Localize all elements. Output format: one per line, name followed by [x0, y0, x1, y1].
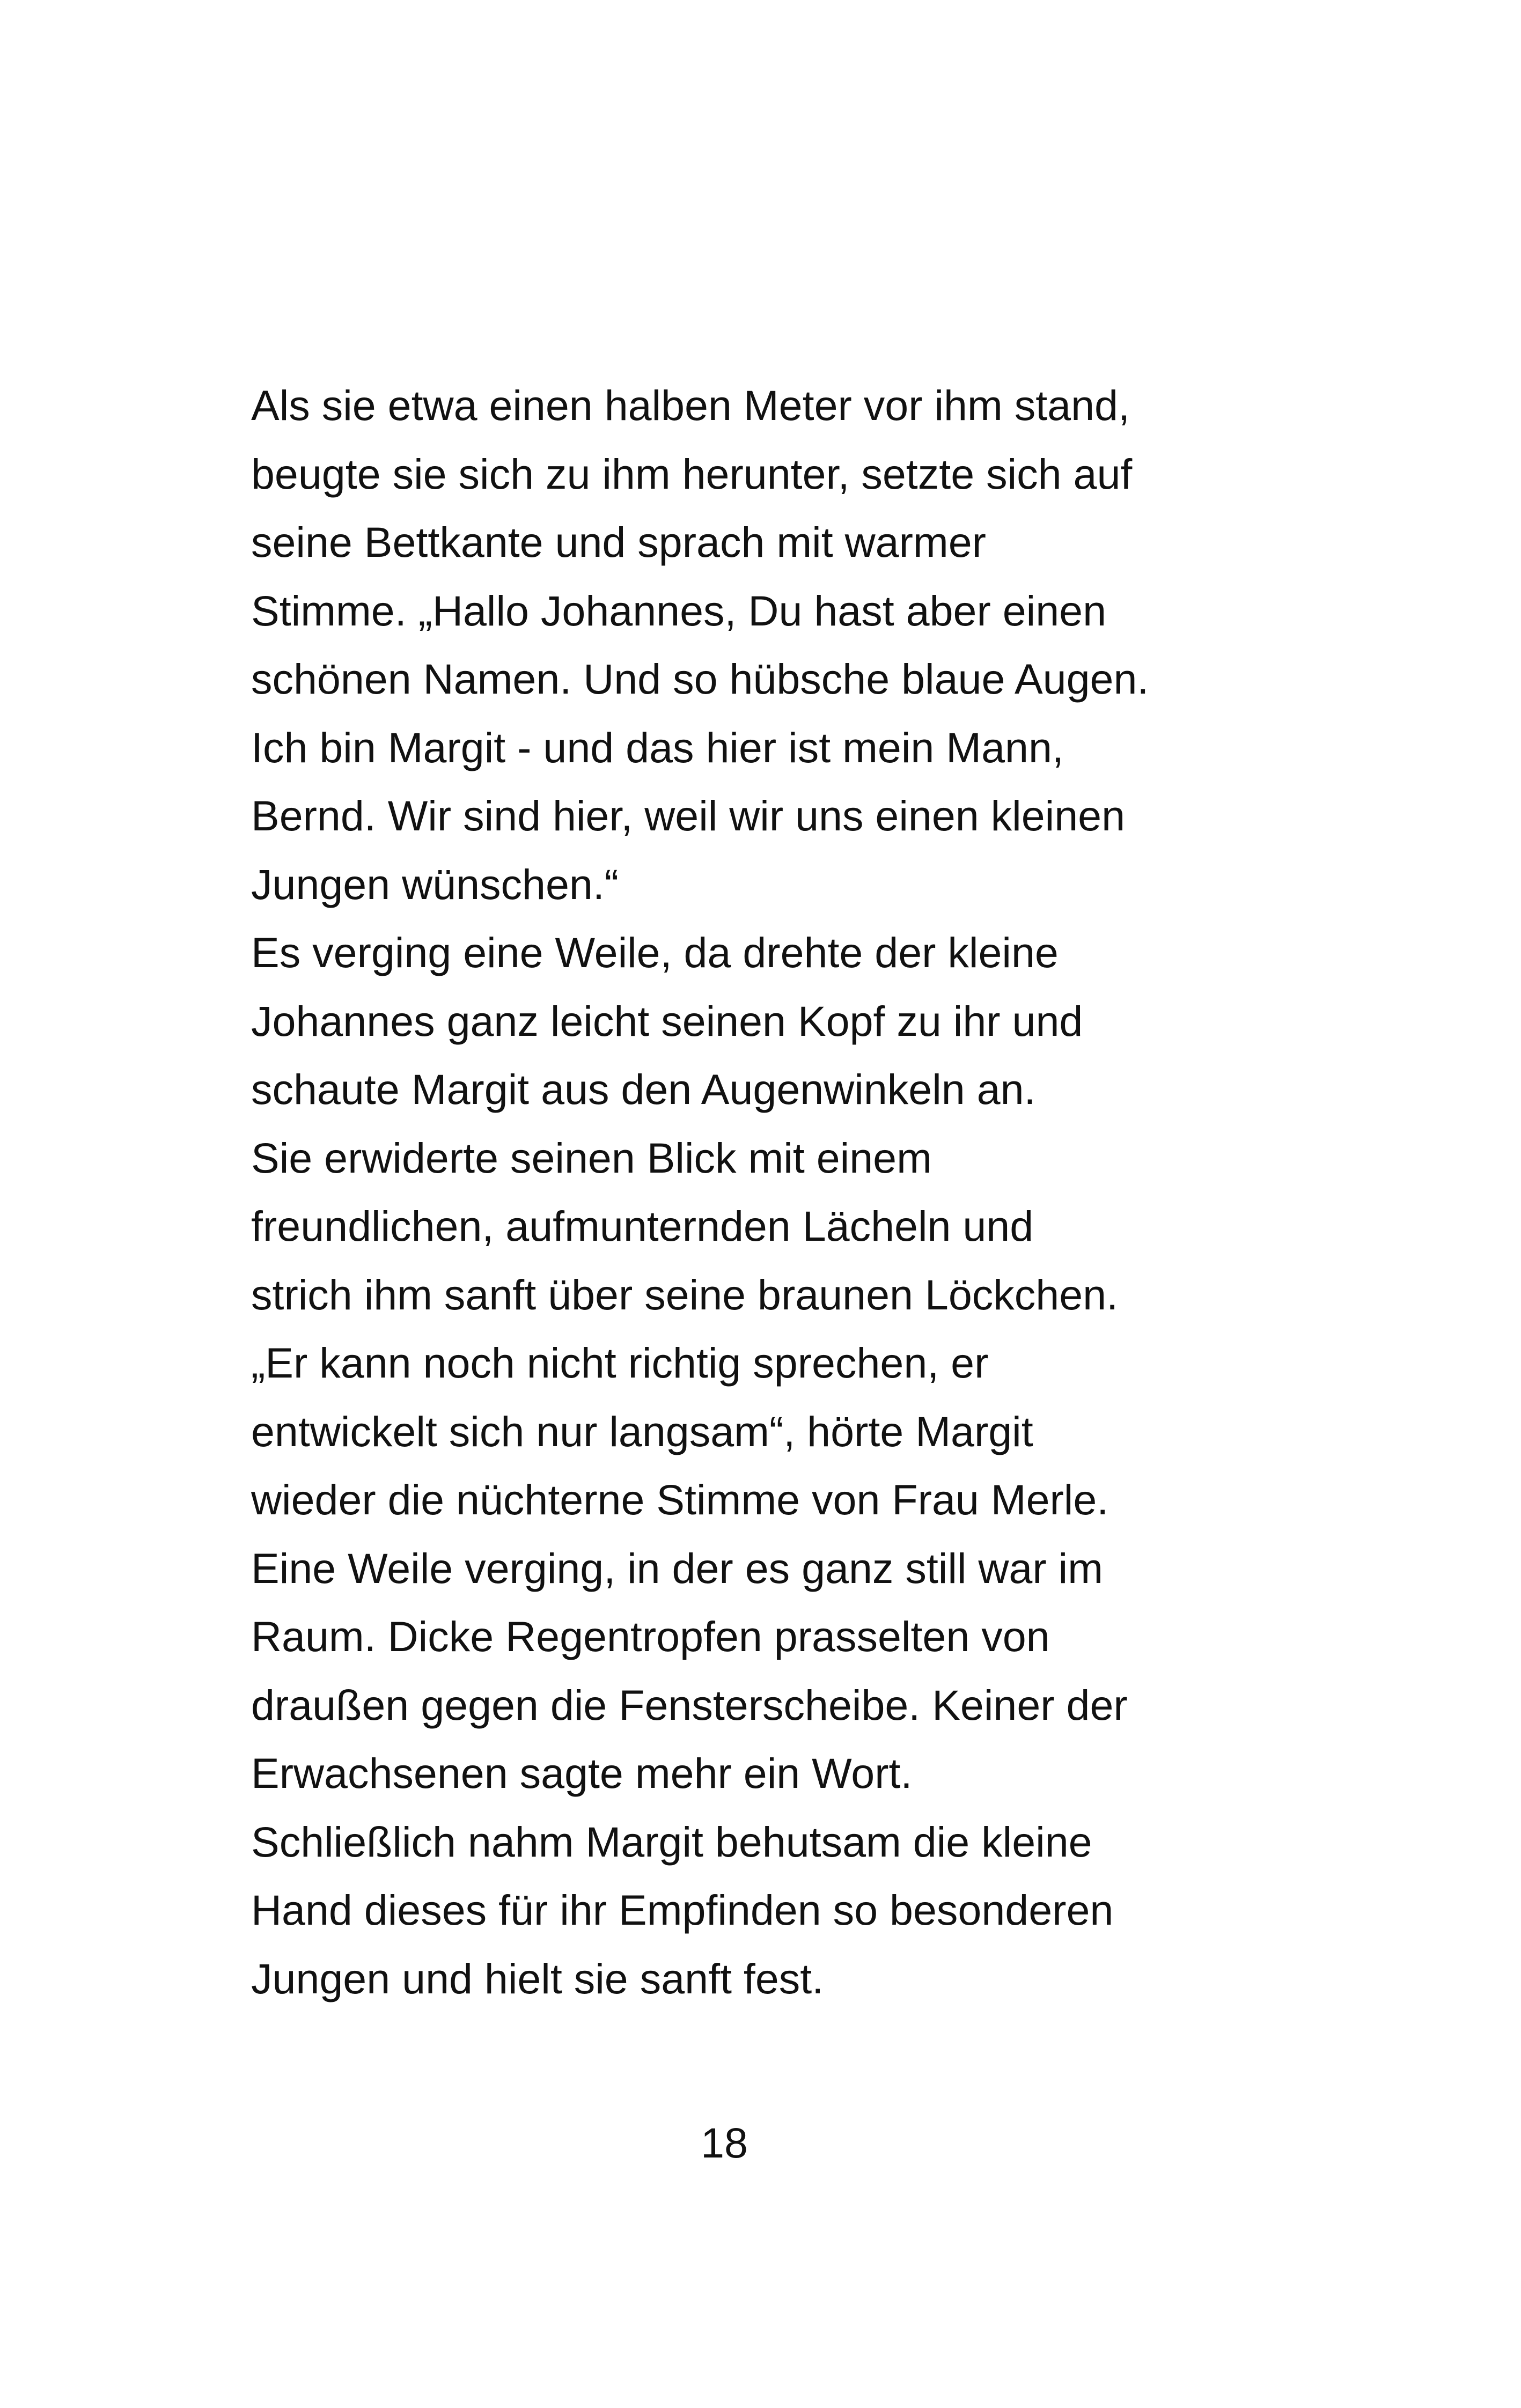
text-line: Eine Weile verging, in der es ganz still war im	[251, 1544, 1103, 1592]
text-line: seine Bettkante und sprach mit warmer	[251, 518, 986, 566]
text-line: Als sie etwa einen halben Meter vor ihm stand,	[251, 381, 1130, 429]
text-line: beugte sie sich zu ihm herunter, setzte sich auf	[251, 450, 1133, 498]
text-line: Schließlich nahm Margit behutsam die kleine	[251, 1817, 1092, 1866]
text-line: Ich bin Margit - und das hier ist mein Mann,	[251, 723, 1064, 771]
text-line: Hand dieses für ihr Empfinden so besonderen	[251, 1886, 1114, 1934]
text-line: schönen Namen. Und so hübsche blaue Augen.	[251, 655, 1149, 703]
text-line: Jungen wünschen.“	[251, 860, 619, 908]
text-line: „Er kann noch nicht richtig sprechen, er	[251, 1339, 989, 1387]
text-line: Sie erwiderte seinen Blick mit einem	[251, 1133, 932, 1182]
text-line: strich ihm sanft über seine braunen Löckchen.	[251, 1270, 1119, 1319]
text-line: draußen gegen die Fensterscheibe. Keiner der	[251, 1681, 1128, 1729]
text-line: Raum. Dicke Regentropfen prasselten von	[251, 1612, 1050, 1660]
body-text	[251, 371, 1270, 2013]
text-line: Stimme. „Hallo Johannes, Du hast aber einen	[251, 586, 1107, 635]
text-line: entwickelt sich nur langsam“, hörte Margit	[251, 1407, 1033, 1455]
text-line: wieder die nüchterne Stimme von Frau Merle.	[251, 1476, 1109, 1523]
text-line: Es verging eine Weile, da drehte der kleine	[251, 929, 1059, 976]
text-line: Erwachsenen sagte mehr ein Wort.	[251, 1749, 913, 1797]
text-line: freundlichen, aufmunternden Lächeln und	[251, 1202, 1034, 1250]
text-line: Bernd. Wir sind hier, weil wir uns einen kleinen	[251, 792, 1126, 840]
text-line: Jungen und hielt sie sanft fest.	[251, 1954, 824, 2002]
text-line: Johannes ganz leicht seinen Kopf zu ihr und	[251, 997, 1083, 1045]
text-line: schaute Margit aus den Augenwinkeln an.	[251, 1065, 1036, 1113]
page-number: 18	[701, 2119, 748, 2167]
